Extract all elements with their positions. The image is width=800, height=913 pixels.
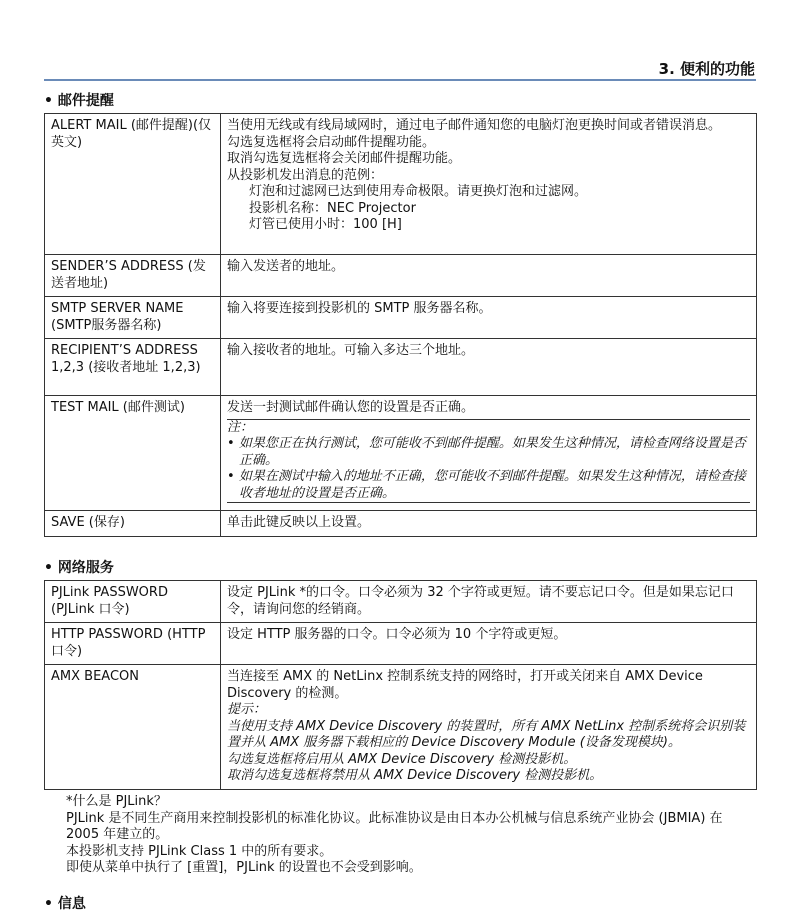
description-line: 单击此键反映以上设置。 bbox=[227, 515, 371, 530]
example-line: 灯管已使用小时：100 [H] bbox=[249, 217, 402, 232]
row-description bbox=[221, 255, 757, 297]
hint-label: 提示： bbox=[227, 702, 267, 717]
row-description bbox=[221, 396, 757, 511]
description-line: 输入发送者的地址。 bbox=[227, 259, 345, 274]
email-section-heading: • 邮件提醒 bbox=[44, 93, 114, 109]
description-line: 输入接收者的地址。可输入多达三个地址。 bbox=[227, 343, 475, 358]
footnote-title: *什么是 PJLink？ bbox=[66, 794, 167, 809]
footnote-line: PJLink 是不同生产商用来控制投影机的标准化协议。此标准协议是由日本办公机械与信息系统产业协会 (JBMIA) 在 2005 年建立的。 bbox=[66, 810, 723, 842]
network-section-heading: • 网络服务 bbox=[44, 560, 114, 576]
row-key: HTTP PASSWORD (HTTP 口令) bbox=[45, 623, 221, 665]
email-settings-table bbox=[44, 113, 757, 537]
row-description bbox=[221, 665, 757, 790]
description-line: 当使用无线或有线局域网时，通过电子邮件通知您的电脑灯泡更换时间或者错误消息。 bbox=[227, 118, 722, 133]
network-settings-table bbox=[44, 580, 757, 790]
header-divider bbox=[44, 79, 756, 81]
row-description bbox=[221, 623, 757, 665]
description-line: 当连接至 AMX 的 NetLinx 控制系统支持的网络时，打开或关闭来自 AMX Device Discovery 的检测。 bbox=[227, 669, 703, 701]
page-title: 3. 便利的功能 bbox=[658, 60, 755, 78]
row-key: AMX BEACON bbox=[45, 665, 221, 790]
table-row bbox=[45, 396, 757, 511]
pjlink-footnote bbox=[66, 794, 758, 877]
table-row bbox=[45, 255, 757, 297]
hint-line: 勾选复选框将启用从 AMX Device Discovery 检测投影机。 bbox=[227, 751, 577, 767]
footnote-line: 即使从菜单中执行了 [重置]，PJLink 的设置也不会受到影响。 bbox=[66, 860, 422, 875]
description-line: 勾选复选框将会启动邮件提醒功能。 bbox=[227, 134, 436, 150]
table-row bbox=[45, 623, 757, 665]
row-description bbox=[221, 511, 757, 537]
note-label: 注： bbox=[227, 419, 750, 437]
example-line: 投影机名称：NEC Projector bbox=[249, 200, 416, 216]
hint-line: 取消勾选复选框将禁用从 AMX Device Discovery 检测投影机。 bbox=[227, 768, 603, 783]
row-key: SAVE (保存) bbox=[45, 511, 221, 537]
row-key: PJLink PASSWORD (PJLink 口令) bbox=[45, 581, 221, 623]
row-description bbox=[221, 297, 757, 339]
description-line: 设定 PJLink *的口令。口令必须为 32 个字符或更短。请不要忘记口令。但是如果忘记口令，请询问您的经销商。 bbox=[227, 585, 734, 617]
description-line: 发送一封测试邮件确认您的设置是否正确。 bbox=[227, 400, 475, 415]
row-key: RECIPIENT’S ADDRESS 1,2,3 (接收者地址 1,2,3) bbox=[45, 339, 221, 396]
row-description bbox=[221, 581, 757, 623]
description-line: 取消勾选复选框将会关闭邮件提醒功能。 bbox=[227, 151, 462, 166]
note-text: 如果您正在执行测试，您可能收不到邮件提醒。如果发生这种情况，请检查网络设置是否正确。 bbox=[238, 436, 746, 468]
info-section-heading: • 信息 bbox=[44, 896, 86, 912]
row-key: SENDER’S ADDRESS (发送者地址) bbox=[45, 255, 221, 297]
table-row bbox=[45, 339, 757, 396]
table-row bbox=[45, 581, 757, 623]
example-line: 灯泡和过滤网已达到使用寿命极限。请更换灯泡和过滤网。 bbox=[249, 184, 588, 199]
description-line: 从投影机发出消息的范例： bbox=[227, 167, 384, 183]
footnote-line: 本投影机支持 PJLink Class 1 中的所有要求。 bbox=[66, 843, 333, 859]
table-row bbox=[45, 511, 757, 537]
description-line: 设定 HTTP 服务器的口令。口令必须为 10 个字符或更短。 bbox=[227, 627, 567, 642]
row-key: TEST MAIL (邮件测试) bbox=[45, 396, 221, 511]
table-row bbox=[45, 297, 757, 339]
row-description bbox=[221, 114, 757, 255]
note-item: • 如果在测试中输入的地址不正确，您可能收不到邮件提醒。如果发生这种情况，请检查接收者地址的设置是否正确。 bbox=[227, 469, 750, 503]
table-row bbox=[45, 665, 757, 790]
row-key: SMTP SERVER NAME (SMTP服务器名称) bbox=[45, 297, 221, 339]
hint-line: 当使用支持 AMX Device Discovery 的装置时，所有 AMX NetLinx 控制系统将会识别装置并从 AMX 服务器下载相应的 Device Discovery Module (设备发现模块)。 bbox=[227, 718, 746, 750]
row-description bbox=[221, 339, 757, 396]
note-text: 如果在测试中输入的地址不正确，您可能收不到邮件提醒。如果发生这种情况，请检查接收者地址的设置是否正确。 bbox=[238, 469, 746, 501]
note-item: • 如果您正在执行测试，您可能收不到邮件提醒。如果发生这种情况，请检查网络设置是否正确。 bbox=[227, 436, 746, 468]
table-row bbox=[45, 114, 757, 255]
description-line: 输入将要连接到投影机的 SMTP 服务器名称。 bbox=[227, 301, 492, 316]
row-key: ALERT MAIL (邮件提醒)(仅英文) bbox=[45, 114, 221, 255]
